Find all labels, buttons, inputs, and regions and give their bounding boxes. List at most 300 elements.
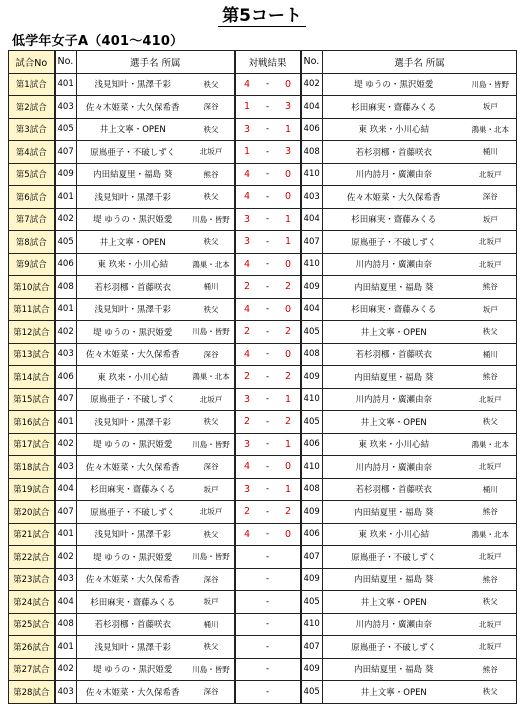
player2-no: 407 xyxy=(301,231,323,254)
match-row xyxy=(9,456,517,479)
player2-name: 堤 ゆうの・黒沢姫愛 xyxy=(323,73,465,96)
score-left: 3 xyxy=(235,478,259,501)
player2-club: 桶川 xyxy=(465,343,517,366)
player1-name: 浅見知叶・黒澤千彩 xyxy=(77,186,189,209)
player2-name: 佐々木姫菜・大久保希香 xyxy=(323,186,465,209)
player2-no: 405 xyxy=(301,681,323,704)
match-number: 第27試合 xyxy=(9,658,55,681)
score-right: 3 xyxy=(277,96,301,119)
score-left: 4 xyxy=(235,523,259,546)
player1-no: 405 xyxy=(55,231,77,254)
player1-name: 原嶌亜子・不破しずく xyxy=(77,388,189,411)
player1-no: 401 xyxy=(55,523,77,546)
score-left: 3 xyxy=(235,433,259,456)
score-right: 1 xyxy=(277,208,301,231)
section-title: 低学年女子A（401～410） xyxy=(12,34,184,49)
score-left: 2 xyxy=(235,321,259,344)
score-dash: - xyxy=(259,321,277,344)
player1-club: 川島・皆野 xyxy=(189,208,235,231)
score-left: 4 xyxy=(235,343,259,366)
player2-name: 川内詩月・廣瀬由奈 xyxy=(323,456,465,479)
player1-no: 408 xyxy=(55,613,77,636)
score-dash: - xyxy=(259,186,277,209)
player2-no: 405 xyxy=(301,411,323,434)
player1-name: 浅見知叶・黒澤千彩 xyxy=(77,636,189,659)
match-number: 第5試合 xyxy=(9,163,55,186)
player2-club: 坂戸 xyxy=(465,208,517,231)
player1-club: 秩父 xyxy=(189,523,235,546)
player1-no: 401 xyxy=(55,411,77,434)
player2-club: 桶川 xyxy=(465,478,517,501)
match-row xyxy=(9,298,517,321)
player2-club: 熊谷 xyxy=(465,366,517,389)
player1-club: 北坂戸 xyxy=(189,141,235,164)
player1-no: 405 xyxy=(55,118,77,141)
match-number: 第12試合 xyxy=(9,321,55,344)
player1-no: 402 xyxy=(55,658,77,681)
player2-no: 404 xyxy=(301,298,323,321)
match-row xyxy=(9,568,517,591)
match-number: 第20試合 xyxy=(9,501,55,524)
score-left: 2 xyxy=(235,411,259,434)
player2-no: 409 xyxy=(301,276,323,299)
match-row xyxy=(9,366,517,389)
match-number: 第2試合 xyxy=(9,96,55,119)
score-dash: - xyxy=(259,366,277,389)
player2-no: 409 xyxy=(301,366,323,389)
player2-no: 409 xyxy=(301,568,323,591)
match-row xyxy=(9,253,517,276)
player1-club: 深谷 xyxy=(189,681,235,704)
match-row xyxy=(9,523,517,546)
player2-club: 熊谷 xyxy=(465,568,517,591)
match-number: 第13試合 xyxy=(9,343,55,366)
score-right: 2 xyxy=(277,411,301,434)
score-left: 3 xyxy=(235,388,259,411)
player1-name: 浅見知叶・黒澤千彩 xyxy=(77,411,189,434)
score-left: 4 xyxy=(235,163,259,186)
player1-name: 原嶌亜子・不破しずく xyxy=(77,141,189,164)
score-right: 0 xyxy=(277,186,301,209)
score-right xyxy=(277,658,301,681)
player1-club: 坂戸 xyxy=(189,478,235,501)
header-match-no: 試合No xyxy=(9,51,55,74)
score-dash: - xyxy=(259,591,277,614)
match-rows xyxy=(9,73,517,703)
player1-no: 408 xyxy=(55,276,77,299)
match-number: 第8試合 xyxy=(9,231,55,254)
player2-no: 404 xyxy=(301,96,323,119)
player1-club: 秩父 xyxy=(189,231,235,254)
player1-club: 川島・皆野 xyxy=(189,546,235,569)
score-left: 3 xyxy=(235,231,259,254)
score-left: 1 xyxy=(235,141,259,164)
player2-no: 408 xyxy=(301,141,323,164)
player1-name: 内田結夏里・福島 葵 xyxy=(77,163,189,186)
player1-name: 井上文寧・OPEN xyxy=(77,118,189,141)
score-left: 4 xyxy=(235,186,259,209)
match-number: 第23試合 xyxy=(9,568,55,591)
player2-name: 東 玖来・小川心結 xyxy=(323,118,465,141)
match-row xyxy=(9,163,517,186)
score-dash: - xyxy=(259,433,277,456)
player1-no: 401 xyxy=(55,636,77,659)
player2-no: 406 xyxy=(301,118,323,141)
score-right xyxy=(277,591,301,614)
score-left xyxy=(235,636,259,659)
player2-club: 桶川 xyxy=(465,141,517,164)
player1-club: 川島・皆野 xyxy=(189,321,235,344)
match-row xyxy=(9,411,517,434)
player1-name: 堤 ゆうの・黒沢姫愛 xyxy=(77,208,189,231)
score-left: 4 xyxy=(235,298,259,321)
player1-no: 407 xyxy=(55,141,77,164)
header-result: 対戦結果 xyxy=(235,51,301,74)
score-left: 2 xyxy=(235,276,259,299)
match-number: 第17試合 xyxy=(9,433,55,456)
player1-no: 403 xyxy=(55,456,77,479)
player2-club: 鴻巣・北本 xyxy=(465,118,517,141)
player2-club: 北坂戸 xyxy=(465,546,517,569)
match-number: 第7試合 xyxy=(9,208,55,231)
score-left xyxy=(235,613,259,636)
match-number: 第28試合 xyxy=(9,681,55,704)
player2-club: 秩父 xyxy=(465,321,517,344)
player1-no: 406 xyxy=(55,253,77,276)
player2-name: 井上文寧・OPEN xyxy=(323,321,465,344)
score-right: 0 xyxy=(277,73,301,96)
player2-name: 原嶌亜子・不破しずく xyxy=(323,636,465,659)
match-number: 第6試合 xyxy=(9,186,55,209)
score-dash: - xyxy=(259,658,277,681)
match-row xyxy=(9,118,517,141)
player2-name: 井上文寧・OPEN xyxy=(323,681,465,704)
player1-club: 桶川 xyxy=(189,613,235,636)
player1-club: 深谷 xyxy=(189,343,235,366)
player1-name: 杉田麻実・齋藤みくる xyxy=(77,591,189,614)
player1-name: 東 玖来・小川心結 xyxy=(77,253,189,276)
match-number: 第14試合 xyxy=(9,366,55,389)
score-right: 1 xyxy=(277,388,301,411)
player1-name: 堤 ゆうの・黒沢姫愛 xyxy=(77,433,189,456)
match-number: 第25試合 xyxy=(9,613,55,636)
score-right: 0 xyxy=(277,523,301,546)
player2-club: 鴻巣・北本 xyxy=(465,433,517,456)
score-right: 2 xyxy=(277,366,301,389)
score-left: 4 xyxy=(235,73,259,96)
player2-name: 内田結夏里・福島 葵 xyxy=(323,501,465,524)
score-dash: - xyxy=(259,411,277,434)
match-row xyxy=(9,343,517,366)
header-player-left: 選手名 所属 xyxy=(77,51,235,74)
match-number: 第26試合 xyxy=(9,636,55,659)
player2-no: 410 xyxy=(301,613,323,636)
match-number: 第19試合 xyxy=(9,478,55,501)
player1-name: 浅見知叶・黒澤千彩 xyxy=(77,73,189,96)
score-right: 0 xyxy=(277,298,301,321)
score-dash: - xyxy=(259,208,277,231)
match-number: 第18試合 xyxy=(9,456,55,479)
score-right xyxy=(277,568,301,591)
score-right xyxy=(277,546,301,569)
score-dash: - xyxy=(259,388,277,411)
player2-no: 406 xyxy=(301,433,323,456)
score-dash: - xyxy=(259,118,277,141)
match-row xyxy=(9,388,517,411)
score-left xyxy=(235,591,259,614)
match-row xyxy=(9,478,517,501)
score-left xyxy=(235,658,259,681)
player1-name: 佐々木姫菜・大久保希香 xyxy=(77,96,189,119)
player2-club: 北坂戸 xyxy=(465,456,517,479)
score-right: 0 xyxy=(277,163,301,186)
player2-name: 内田結夏里・福島 葵 xyxy=(323,658,465,681)
player1-name: 浅見知叶・黒澤千彩 xyxy=(77,298,189,321)
match-row xyxy=(9,186,517,209)
score-left xyxy=(235,681,259,704)
header-player-right: 選手名 所属 xyxy=(323,51,517,74)
match-row xyxy=(9,546,517,569)
player2-name: 川内詩月・廣瀬由奈 xyxy=(323,163,465,186)
player2-club: 北坂戸 xyxy=(465,388,517,411)
score-right: 2 xyxy=(277,321,301,344)
court-title-text: 第5コート xyxy=(218,6,306,27)
score-right: 0 xyxy=(277,253,301,276)
match-schedule-table xyxy=(8,50,517,704)
player1-club: 鴻巣・北本 xyxy=(189,253,235,276)
player2-name: 東 玖来・小川心結 xyxy=(323,523,465,546)
player1-club: 深谷 xyxy=(189,96,235,119)
match-row xyxy=(9,636,517,659)
score-left: 3 xyxy=(235,118,259,141)
player1-no: 402 xyxy=(55,433,77,456)
score-right xyxy=(277,613,301,636)
player1-club: 坂戸 xyxy=(189,591,235,614)
player1-no: 402 xyxy=(55,321,77,344)
player1-name: 堤 ゆうの・黒沢姫愛 xyxy=(77,321,189,344)
score-right: 3 xyxy=(277,141,301,164)
player1-name: 堤 ゆうの・黒沢姫愛 xyxy=(77,546,189,569)
score-dash: - xyxy=(259,613,277,636)
player1-club: 鴻巣・北本 xyxy=(189,366,235,389)
player2-name: 若杉羽梛・首藤咲衣 xyxy=(323,478,465,501)
player1-club: 川島・皆野 xyxy=(189,433,235,456)
player1-no: 407 xyxy=(55,388,77,411)
player2-club: 北坂戸 xyxy=(465,163,517,186)
score-left: 2 xyxy=(235,366,259,389)
score-dash: - xyxy=(259,163,277,186)
player1-no: 403 xyxy=(55,96,77,119)
player1-no: 401 xyxy=(55,73,77,96)
score-right: 2 xyxy=(277,501,301,524)
player2-club: 北坂戸 xyxy=(465,636,517,659)
match-row xyxy=(9,501,517,524)
score-dash: - xyxy=(259,681,277,704)
player1-no: 401 xyxy=(55,298,77,321)
score-right: 2 xyxy=(277,276,301,299)
player2-name: 川内詩月・廣瀬由奈 xyxy=(323,253,465,276)
match-row xyxy=(9,591,517,614)
player2-club: 秩父 xyxy=(465,681,517,704)
player2-name: 井上文寧・OPEN xyxy=(323,591,465,614)
score-left: 3 xyxy=(235,208,259,231)
player2-name: 井上文寧・OPEN xyxy=(323,411,465,434)
match-row xyxy=(9,208,517,231)
score-dash: - xyxy=(259,478,277,501)
score-right: 0 xyxy=(277,456,301,479)
score-dash: - xyxy=(259,343,277,366)
player2-no: 402 xyxy=(301,73,323,96)
player2-club: 坂戸 xyxy=(465,96,517,119)
player2-name: 若杉羽梛・首藤咲衣 xyxy=(323,343,465,366)
player1-no: 403 xyxy=(55,343,77,366)
player2-club: 秩父 xyxy=(465,411,517,434)
match-number: 第3試合 xyxy=(9,118,55,141)
score-right xyxy=(277,636,301,659)
match-row xyxy=(9,141,517,164)
player1-no: 403 xyxy=(55,568,77,591)
player1-club: 川島・皆野 xyxy=(189,658,235,681)
score-dash: - xyxy=(259,231,277,254)
score-dash: - xyxy=(259,298,277,321)
player2-no: 407 xyxy=(301,546,323,569)
score-dash: - xyxy=(259,96,277,119)
match-number: 第15試合 xyxy=(9,388,55,411)
player1-no: 409 xyxy=(55,163,77,186)
score-dash: - xyxy=(259,73,277,96)
player2-no: 407 xyxy=(301,636,323,659)
player2-no: 409 xyxy=(301,658,323,681)
player1-no: 401 xyxy=(55,186,77,209)
match-row xyxy=(9,321,517,344)
match-number: 第11試合 xyxy=(9,298,55,321)
match-row xyxy=(9,276,517,299)
score-left xyxy=(235,568,259,591)
score-left: 4 xyxy=(235,456,259,479)
player1-club: 熊谷 xyxy=(189,163,235,186)
header-no-right: No. xyxy=(301,51,323,74)
player2-club: 北坂戸 xyxy=(465,253,517,276)
player1-name: 若杉羽梛・首藤咲衣 xyxy=(77,613,189,636)
match-number: 第21試合 xyxy=(9,523,55,546)
player1-club: 秩父 xyxy=(189,186,235,209)
player2-club: 熊谷 xyxy=(465,501,517,524)
match-number: 第16試合 xyxy=(9,411,55,434)
player2-no: 409 xyxy=(301,501,323,524)
score-right xyxy=(277,681,301,704)
player1-club: 秩父 xyxy=(189,636,235,659)
player2-name: 川内詩月・廣瀬由奈 xyxy=(323,388,465,411)
player2-name: 内田結夏里・福島 葵 xyxy=(323,366,465,389)
score-dash: - xyxy=(259,636,277,659)
score-left xyxy=(235,546,259,569)
player2-name: 若杉羽梛・首藤咲衣 xyxy=(323,141,465,164)
match-number: 第24試合 xyxy=(9,591,55,614)
player1-no: 404 xyxy=(55,591,77,614)
player1-no: 406 xyxy=(55,366,77,389)
player1-name: 堤 ゆうの・黒沢姫愛 xyxy=(77,658,189,681)
match-number: 第22試合 xyxy=(9,546,55,569)
player2-name: 原嶌亜子・不破しずく xyxy=(323,546,465,569)
header-no-left: No. xyxy=(55,51,77,74)
player1-name: 井上文寧・OPEN xyxy=(77,231,189,254)
player2-no: 403 xyxy=(301,186,323,209)
player2-no: 410 xyxy=(301,163,323,186)
player2-no: 405 xyxy=(301,591,323,614)
score-dash: - xyxy=(259,546,277,569)
player1-no: 404 xyxy=(55,478,77,501)
player2-name: 内田結夏里・福島 葵 xyxy=(323,568,465,591)
match-number: 第4試合 xyxy=(9,141,55,164)
player1-club: 秩父 xyxy=(189,73,235,96)
player2-no: 410 xyxy=(301,456,323,479)
player1-club: 深谷 xyxy=(189,456,235,479)
score-right: 1 xyxy=(277,478,301,501)
score-dash: - xyxy=(259,568,277,591)
court-title xyxy=(0,6,524,27)
score-right: 1 xyxy=(277,118,301,141)
match-number: 第1試合 xyxy=(9,73,55,96)
player1-club: 深谷 xyxy=(189,568,235,591)
score-dash: - xyxy=(259,501,277,524)
player1-name: 杉田麻実・齋藤みくる xyxy=(77,478,189,501)
player2-name: 東 玖来・小川心結 xyxy=(323,433,465,456)
match-row xyxy=(9,613,517,636)
score-dash: - xyxy=(259,253,277,276)
player1-no: 407 xyxy=(55,501,77,524)
player2-club: 秩父 xyxy=(465,591,517,614)
player1-name: 浅見知叶・黒澤千彩 xyxy=(77,523,189,546)
score-left: 4 xyxy=(235,253,259,276)
player2-club: 鴻巣・北本 xyxy=(465,523,517,546)
score-dash: - xyxy=(259,276,277,299)
score-dash: - xyxy=(259,523,277,546)
player1-name: 佐々木姫菜・大久保希香 xyxy=(77,343,189,366)
match-row xyxy=(9,231,517,254)
player2-name: 川内詩月・廣瀬由奈 xyxy=(323,613,465,636)
player1-club: 北坂戸 xyxy=(189,501,235,524)
player2-name: 杉田麻実・齋藤みくる xyxy=(323,298,465,321)
player2-club: 熊谷 xyxy=(465,276,517,299)
player1-no: 402 xyxy=(55,546,77,569)
match-row xyxy=(9,96,517,119)
player1-name: 佐々木姫菜・大久保希香 xyxy=(77,681,189,704)
score-right: 0 xyxy=(277,343,301,366)
player2-no: 410 xyxy=(301,388,323,411)
score-right: 1 xyxy=(277,433,301,456)
player2-club: 熊谷 xyxy=(465,658,517,681)
player2-name: 杉田麻実・齋藤みくる xyxy=(323,208,465,231)
player1-no: 402 xyxy=(55,208,77,231)
player2-no: 410 xyxy=(301,253,323,276)
score-dash: - xyxy=(259,456,277,479)
player1-name: 佐々木姫菜・大久保希香 xyxy=(77,456,189,479)
player1-club: 北坂戸 xyxy=(189,388,235,411)
player1-club: 秩父 xyxy=(189,298,235,321)
player2-name: 原嶌亜子・不破しずく xyxy=(323,231,465,254)
match-row xyxy=(9,658,517,681)
player2-no: 408 xyxy=(301,478,323,501)
player2-no: 404 xyxy=(301,208,323,231)
player1-club: 桶川 xyxy=(189,276,235,299)
match-number: 第9試合 xyxy=(9,253,55,276)
player1-club: 秩父 xyxy=(189,118,235,141)
table-header-row xyxy=(9,51,517,74)
player1-name: 原嶌亜子・不破しずく xyxy=(77,501,189,524)
player2-no: 405 xyxy=(301,321,323,344)
player2-no: 406 xyxy=(301,523,323,546)
player2-club: 北坂戸 xyxy=(465,613,517,636)
